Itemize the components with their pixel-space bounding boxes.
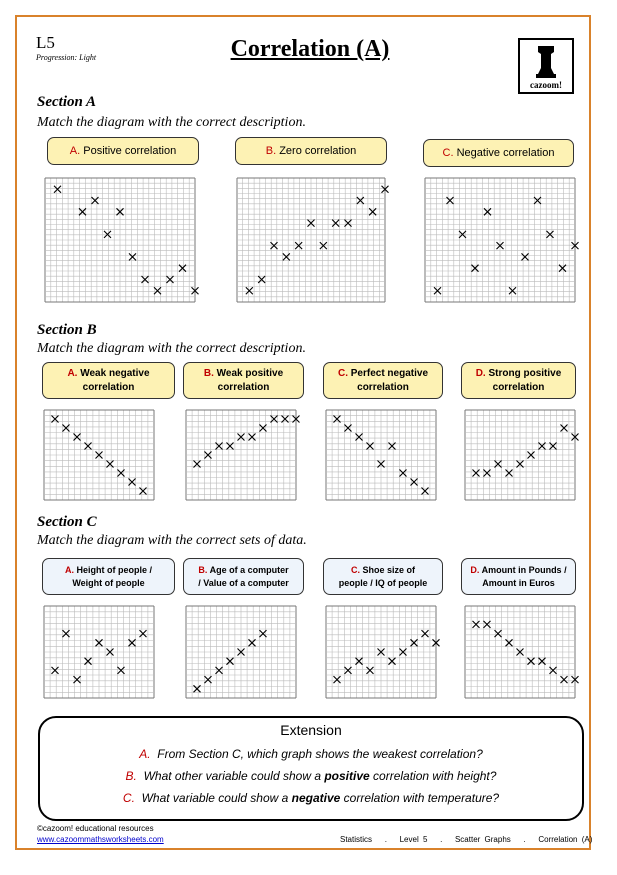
data-point-cross <box>142 276 149 283</box>
label-line1: Age of a computer <box>209 564 289 575</box>
data-point-cross <box>334 676 341 683</box>
website-link[interactable]: www.cazoommathsworksheets.com <box>37 835 164 844</box>
label-negative-correlation[interactable] <box>423 139 574 167</box>
breadcrumb-sep: . <box>440 835 443 844</box>
label-line2: Amount in Euros <box>482 577 555 588</box>
data-point-cross <box>345 220 352 227</box>
level-label: L5 <box>36 33 55 52</box>
label-shoe-size-iq[interactable] <box>323 558 443 595</box>
label-line2: correlation <box>82 381 135 393</box>
data-point-cross <box>249 434 256 441</box>
grid-lines <box>45 178 195 302</box>
grid-lines <box>44 606 154 698</box>
grid-lines <box>425 178 575 302</box>
data-point-cross <box>509 287 516 294</box>
data-point-cross <box>434 287 441 294</box>
scatter-graph-a2 <box>237 178 385 302</box>
question-text: What other variable could show a <box>143 769 325 783</box>
label-line1: Weak positive <box>216 367 284 379</box>
grid-lines <box>237 178 385 302</box>
question-text: What variable could show a <box>141 791 292 805</box>
label-letter: C. <box>442 147 454 159</box>
label-line1: Shoe size of <box>362 564 415 575</box>
label-letter: B. <box>265 145 277 157</box>
question-bold: negative <box>291 791 341 805</box>
extension-question-b <box>40 769 582 783</box>
section-c-heading: Section C <box>37 514 97 530</box>
progression-label: Progression: Light <box>36 53 97 62</box>
label-letter: A. <box>67 367 78 379</box>
label-letter: D. <box>470 564 480 575</box>
question-text-end: correlation with temperature? <box>340 791 500 805</box>
breadcrumb-item: Correlation (A) <box>538 835 593 844</box>
label-text: Zero correlation <box>279 145 357 157</box>
label-letter: D. <box>475 367 486 379</box>
label-positive-correlation[interactable] <box>47 137 199 165</box>
label-letter: A. <box>69 145 81 157</box>
scatter-graph-b2 <box>186 410 296 500</box>
data-point-cross <box>167 276 174 283</box>
scatter-graph-a1 <box>45 178 195 302</box>
label-weak-negative[interactable] <box>42 362 175 399</box>
data-point-cross <box>561 676 568 683</box>
data-point-cross <box>357 197 364 204</box>
data-point-cross <box>295 242 302 249</box>
footer-breadcrumb <box>340 835 592 844</box>
breadcrumb-sep: . <box>384 835 387 844</box>
scatter-graph-c4 <box>465 606 575 698</box>
question-bold: positive <box>324 769 370 783</box>
data-point-cross <box>506 470 513 477</box>
grid-lines <box>326 410 436 500</box>
data-point-cross <box>561 425 568 432</box>
label-text: Negative correlation <box>456 147 555 159</box>
label-line1: Weak negative <box>80 367 150 379</box>
label-line1: Perfect negative <box>350 367 429 379</box>
label-zero-correlation[interactable] <box>235 137 387 165</box>
question-letter: C. <box>122 791 135 805</box>
section-b-instruction: Match the diagram with the correct description. <box>37 341 306 356</box>
data-point-cross <box>320 242 327 249</box>
scatter-graph-b4 <box>465 410 575 500</box>
logo-text: cazoom! <box>530 80 562 90</box>
data-point-cross <box>522 253 529 260</box>
trophy-icon <box>520 42 572 82</box>
data-point-cross <box>271 242 278 249</box>
scatter-graph-c3 <box>326 606 436 698</box>
grid-lines <box>465 410 575 500</box>
extension-question-a <box>40 747 582 761</box>
question-letter: B. <box>125 769 137 783</box>
data-point-cross <box>473 470 480 477</box>
extension-question-c <box>40 791 582 805</box>
label-weak-positive[interactable] <box>183 362 304 399</box>
copyright: ©cazoom! educational resources <box>37 824 154 833</box>
scatter-graph-a3 <box>425 178 575 302</box>
data-point-cross <box>422 630 429 637</box>
label-letter: B. <box>198 564 208 575</box>
scatter-graph-b3 <box>326 410 436 500</box>
label-pounds-euros[interactable] <box>461 558 576 595</box>
label-letter: A. <box>64 564 74 575</box>
data-point-cross <box>140 630 147 637</box>
label-height-weight[interactable] <box>42 558 175 595</box>
scatter-graph-c2 <box>186 606 296 698</box>
label-letter: C. <box>337 367 348 379</box>
data-point-cross <box>104 231 111 238</box>
section-b-heading: Section B <box>37 322 97 338</box>
label-perfect-negative[interactable] <box>323 362 443 399</box>
label-line2: correlation <box>217 381 270 393</box>
page-title: Correlation (A) <box>230 36 390 62</box>
label-letter: C. <box>350 564 360 575</box>
label-age-value-computer[interactable] <box>183 558 304 595</box>
data-point-cross <box>283 253 290 260</box>
data-point-cross <box>54 186 61 193</box>
data-point-cross <box>258 276 265 283</box>
data-point-cross <box>332 220 339 227</box>
label-letter: B. <box>203 367 214 379</box>
scatter-graph-b1 <box>44 410 154 500</box>
data-point-cross <box>92 197 99 204</box>
cazoom-logo <box>518 38 574 94</box>
breadcrumb-sep: . <box>523 835 526 844</box>
label-line2: correlation <box>492 381 545 393</box>
data-point-cross <box>129 253 136 260</box>
breadcrumb-item: Statistics <box>340 835 373 844</box>
extension-title: Extension <box>280 722 342 738</box>
data-point-cross <box>367 667 374 674</box>
data-point-cross <box>473 621 480 628</box>
label-line1: Amount in Pounds / <box>481 564 567 575</box>
scatter-graph-c1 <box>44 606 154 698</box>
data-point-cross <box>52 667 59 674</box>
data-point-cross <box>547 231 554 238</box>
data-point-cross <box>447 197 454 204</box>
question-letter: A. <box>139 747 151 761</box>
label-line1: Strong positive <box>488 367 562 379</box>
label-line2: / Value of a computer <box>198 577 289 588</box>
data-point-cross <box>154 287 161 294</box>
extension-box <box>38 716 584 821</box>
label-text: Positive correlation <box>83 145 177 157</box>
section-a-instruction: Match the diagram with the correct description. <box>37 115 306 130</box>
label-line1: Height of people / <box>76 564 152 575</box>
label-line2: Weight of people <box>72 577 145 588</box>
label-line2: correlation <box>357 381 409 393</box>
section-c-instruction: Match the diagram with the correct sets of data. <box>37 533 307 548</box>
data-point-cross <box>246 287 253 294</box>
section-a-heading: Section A <box>37 94 97 110</box>
breadcrumb-item: Level 5 <box>399 835 428 844</box>
breadcrumb-item: Scatter Graphs <box>454 835 511 844</box>
grid-lines <box>186 410 296 500</box>
question-text-end: correlation with height? <box>369 769 497 783</box>
data-point-cross <box>459 231 466 238</box>
question-text: From Section C, which graph shows the weakest correlation? <box>157 747 483 761</box>
label-line2: people / IQ of people <box>338 577 428 588</box>
data-point-cross <box>534 197 541 204</box>
label-strong-positive[interactable] <box>461 362 576 399</box>
